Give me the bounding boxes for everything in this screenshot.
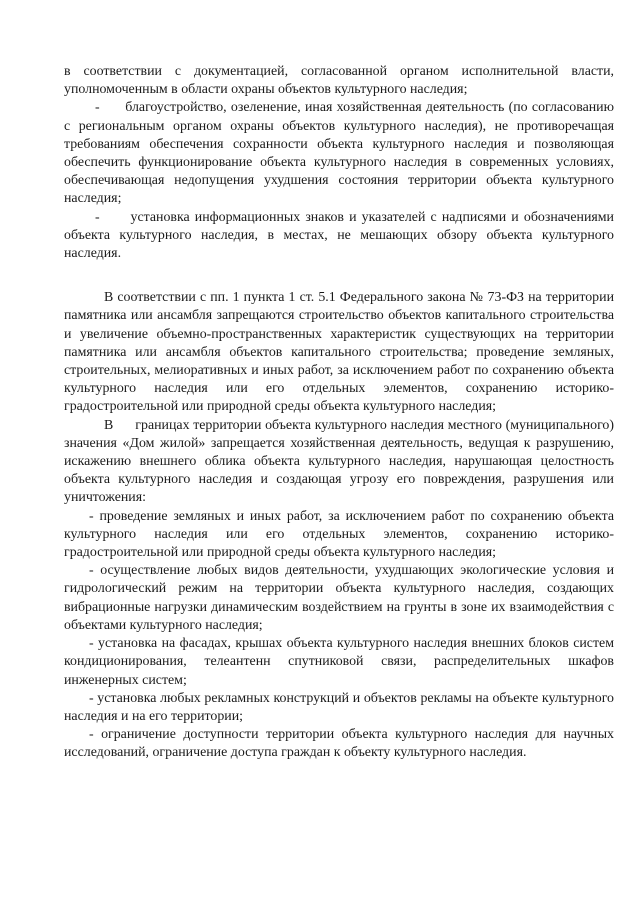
prohibition-ecology: - осуществление любых видов деятельности, ухудшающих экологические условия и гидрологический режим на территории объекта культурного наследия, создающих вибрационные нагрузки динамическим воздействием на грунты в зоне их взаимодействия с объектами культурного наследия; xyxy=(64,563,614,633)
prohibition-advertising: - установка любых рекламных конструкций и объектов рекламы на объекте культурного наследия и на его территории; xyxy=(64,690,614,724)
prohibition-access-restriction: - ограничение доступности территории объекта культурного наследия для научных исследований, ограничение доступа граждан к объекту культурного наследия. xyxy=(64,727,614,761)
list-item-landscaping: - благоустройство, озеленение, иная хозяйственная деятельность (по согласованию с региональным органом охраны объектов культурного наследия), не противоречащая требованиям обеспечения сохранности объекта культурного наследия и позволяющая обеспечить функционирование объекта культурного наследия в современных условиях, обеспечивающая недопущения ухудшения состояния территории объекта культурного наследия; xyxy=(64,100,614,207)
paragraph-prohibitions-intro: В границах территории объекта культурного наследия местного (муниципального) значения «Дом жилой» запрещается хозяйственная деятельность, ведущая к разрушению, искажению внешнего облика объекта культурного наследия, нарушающая целостность объекта культурного наследия и создающая угрозу его повреждения, разрушения или уничтожения: xyxy=(64,417,614,506)
paragraph-gap xyxy=(64,263,614,289)
list-item-info-signs: - установка информационных знаков и указателей с надписями и обозначениями объекта культурного наследия, в местах, не мешающих обзору объекта культурного наследия. xyxy=(64,209,614,262)
paragraph-law-reference: В соответствии с пп. 1 пункта 1 ст. 5.1 Федерального закона № 73-ФЗ на территории памятника или ансамбля запрещаются строительство объектов капитального строительства и увеличение объемно-пространственных характеристик существующих на территории памятника или ансамбля объектов капитального строительства; проведение земляных, строительных, мелиоративных и иных работ, за исключением работ по сохранению объекта культурного наследия или его отдельных элементов, сохранению историко-градостроительной или природной среды объекта культурного наследия; xyxy=(64,290,614,415)
document-body xyxy=(64,63,614,763)
paragraph-continuation: в соответствии с документацией, согласованной органом исполнительной власти, уполномоченным в области охраны объектов культурного наследия; xyxy=(64,64,614,98)
prohibition-earthworks: - проведение земляных и иных работ, за исключением работ по сохранению объекта культурного наследия или его отдельных элементов, сохранению историко-градостроительной или природной среды объекта культурного наследия; xyxy=(64,508,614,561)
prohibition-facade-equipment: - установка на фасадах, крышах объекта культурного наследия внешних блоков систем кондиционирования, телеантенн спутниковой связи, распределительных шкафов инженерных систем; xyxy=(64,636,614,688)
